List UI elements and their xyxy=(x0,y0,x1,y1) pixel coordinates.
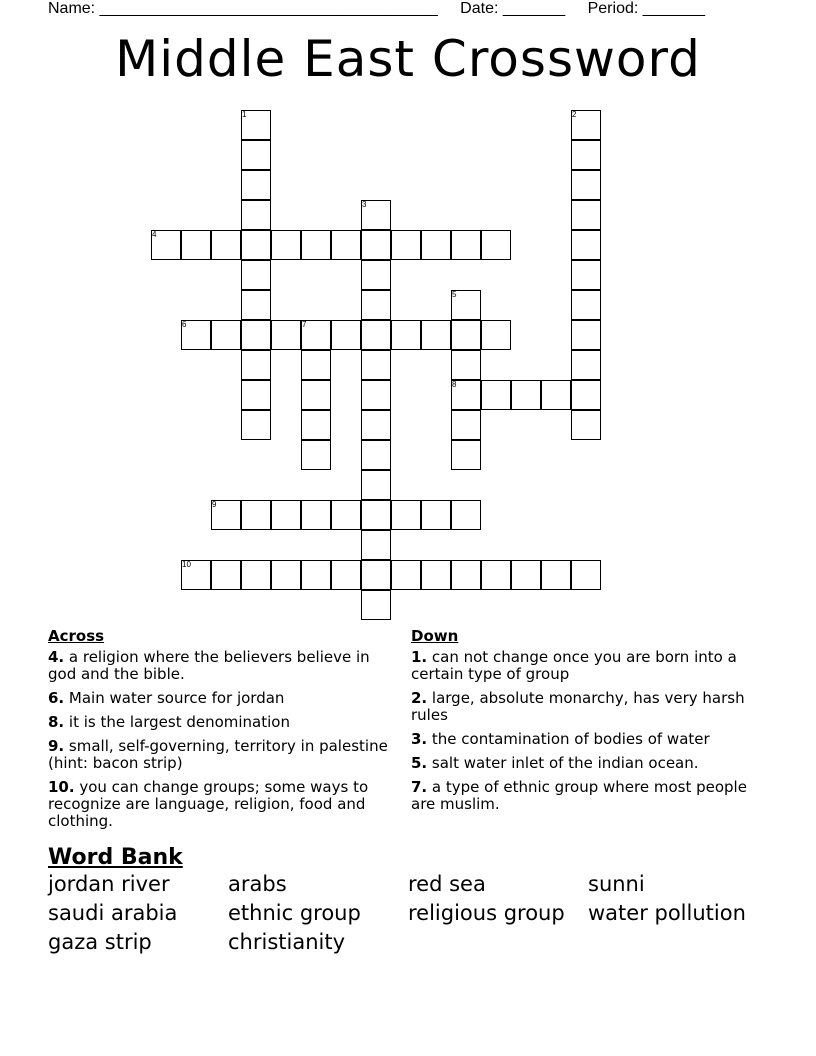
clue-number-label: 7. xyxy=(411,778,428,796)
grid-cell[interactable] xyxy=(451,560,481,590)
grid-cell[interactable] xyxy=(241,290,271,320)
clue-text: a type of ethnic group where most people are muslim. xyxy=(411,778,747,813)
word-bank-item: ethnic group xyxy=(228,901,361,925)
date-field[interactable]: Date: _______ xyxy=(460,0,566,17)
grid-cell[interactable] xyxy=(241,200,271,230)
clue-number-label: 10. xyxy=(48,778,75,796)
grid-cell[interactable] xyxy=(361,470,391,500)
grid-cell[interactable] xyxy=(571,170,601,200)
grid-cell[interactable] xyxy=(511,380,541,410)
grid-cell[interactable] xyxy=(451,410,481,440)
grid-cell[interactable] xyxy=(211,320,241,350)
grid-cell[interactable] xyxy=(331,500,361,530)
clue-number: 8 xyxy=(452,380,457,389)
grid-cell[interactable] xyxy=(391,320,421,350)
grid-cell[interactable] xyxy=(361,230,391,260)
grid-cell[interactable] xyxy=(421,320,451,350)
grid-cell[interactable] xyxy=(571,230,601,260)
period-field[interactable]: Period: _______ xyxy=(587,0,706,17)
across-clue xyxy=(48,649,388,683)
clue-number-label: 4. xyxy=(48,648,65,666)
name-field[interactable]: Name: ______________________________________ xyxy=(48,0,438,17)
grid-cell[interactable] xyxy=(541,560,571,590)
down-clue xyxy=(411,779,756,813)
clue-number-label: 6. xyxy=(48,689,65,707)
grid-cell[interactable] xyxy=(361,380,391,410)
grid-cell[interactable] xyxy=(511,560,541,590)
word-bank-item: jordan river xyxy=(48,872,170,896)
down-clue xyxy=(411,649,756,683)
page-title: Middle East Crossword xyxy=(115,30,701,88)
grid-cell[interactable] xyxy=(241,500,271,530)
grid-cell[interactable] xyxy=(301,500,331,530)
clue-number: 10 xyxy=(182,560,191,569)
grid-cell[interactable] xyxy=(361,290,391,320)
grid-cell[interactable] xyxy=(361,590,391,620)
grid-cell[interactable] xyxy=(361,350,391,380)
grid-cell[interactable] xyxy=(361,260,391,290)
grid-cell[interactable] xyxy=(211,560,241,590)
clue-text: can not change once you are born into a certain type of group xyxy=(411,648,737,683)
grid-cell[interactable] xyxy=(451,320,481,350)
grid-cell[interactable] xyxy=(241,170,271,200)
grid-cell[interactable] xyxy=(361,410,391,440)
clue-number: 9 xyxy=(212,500,217,509)
grid-cell[interactable] xyxy=(301,350,331,380)
grid-cell[interactable] xyxy=(481,380,511,410)
clue-number-label: 5. xyxy=(411,754,428,772)
grid-cell[interactable] xyxy=(301,380,331,410)
grid-cell[interactable] xyxy=(481,320,511,350)
grid-cell[interactable] xyxy=(571,260,601,290)
grid-cell[interactable] xyxy=(421,500,451,530)
grid-cell[interactable] xyxy=(211,230,241,260)
word-bank-item: religious group xyxy=(408,901,565,925)
clue-number: 4 xyxy=(152,230,157,239)
grid-cell[interactable] xyxy=(331,560,361,590)
grid-cell[interactable] xyxy=(361,560,391,590)
grid-cell[interactable] xyxy=(391,230,421,260)
clue-number: 6 xyxy=(182,320,187,329)
clue-number-label: 8. xyxy=(48,713,65,731)
grid-cell[interactable] xyxy=(571,290,601,320)
across-clue xyxy=(48,779,388,830)
grid-cell[interactable] xyxy=(451,500,481,530)
down-clue xyxy=(411,755,756,772)
grid-cell[interactable] xyxy=(271,320,301,350)
clue-text: a religion where the believers believe in god and the bible. xyxy=(48,648,370,683)
clue-text: large, absolute monarchy, has very harsh rules xyxy=(411,689,745,724)
grid-cell[interactable] xyxy=(571,410,601,440)
clue-text: Main water source for jordan xyxy=(64,689,285,707)
grid-cell[interactable] xyxy=(301,560,331,590)
grid-cell[interactable] xyxy=(241,320,271,350)
clue-number: 2 xyxy=(572,110,577,119)
grid-cell[interactable] xyxy=(271,230,301,260)
grid-cell[interactable] xyxy=(361,530,391,560)
across-clues xyxy=(48,628,388,837)
grid-cell[interactable] xyxy=(571,380,601,410)
grid-cell[interactable] xyxy=(451,230,481,260)
grid-cell[interactable] xyxy=(301,230,331,260)
clue-number-label: 3. xyxy=(411,730,428,748)
down-clues xyxy=(411,628,756,820)
grid-cell[interactable] xyxy=(451,440,481,470)
word-bank-item: arabs xyxy=(228,872,287,896)
clue-number: 5 xyxy=(452,290,457,299)
clue-number: 3 xyxy=(362,200,367,209)
down-clue xyxy=(411,731,756,748)
clue-number-label: 2. xyxy=(411,689,428,707)
clue-number: 7 xyxy=(302,320,307,329)
grid-cell[interactable] xyxy=(571,320,601,350)
across-heading: Across xyxy=(48,627,105,645)
word-bank-item: red sea xyxy=(408,872,486,896)
grid-cell[interactable] xyxy=(241,410,271,440)
word-bank-item: gaza strip xyxy=(48,930,152,954)
grid-cell[interactable] xyxy=(361,440,391,470)
grid-cell[interactable] xyxy=(271,500,301,530)
grid-cell[interactable] xyxy=(331,320,361,350)
grid-cell[interactable] xyxy=(481,560,511,590)
grid-cell[interactable] xyxy=(271,560,301,590)
grid-cell[interactable] xyxy=(571,350,601,380)
grid-cell[interactable] xyxy=(241,380,271,410)
grid-cell[interactable] xyxy=(241,560,271,590)
word-bank-item: water pollution xyxy=(588,901,746,925)
across-clue xyxy=(48,690,388,707)
clue-text: salt water inlet of the indian ocean. xyxy=(427,754,699,772)
clue-number-label: 1. xyxy=(411,648,428,666)
grid-cell[interactable] xyxy=(391,500,421,530)
grid-cell[interactable] xyxy=(181,230,211,260)
grid-cell[interactable] xyxy=(361,320,391,350)
grid-cell[interactable] xyxy=(301,410,331,440)
grid-cell[interactable] xyxy=(301,440,331,470)
grid-cell[interactable] xyxy=(241,230,271,260)
word-bank-item: sunni xyxy=(588,872,645,896)
across-clue xyxy=(48,738,388,772)
grid-cell[interactable] xyxy=(361,500,391,530)
clue-text: the contamination of bodies of water xyxy=(427,730,710,748)
word-bank-title: Word Bank xyxy=(48,845,183,870)
grid-cell[interactable] xyxy=(421,230,451,260)
grid-cell[interactable] xyxy=(241,350,271,380)
grid-cell[interactable] xyxy=(451,350,481,380)
across-clue xyxy=(48,714,388,731)
clue-number: 1 xyxy=(242,110,247,119)
clue-number-label: 9. xyxy=(48,737,65,755)
grid-cell[interactable] xyxy=(331,230,361,260)
down-clue xyxy=(411,690,756,724)
grid-cell[interactable] xyxy=(241,260,271,290)
word-bank-item: christianity xyxy=(228,930,346,954)
word-bank-item: saudi arabia xyxy=(48,901,178,925)
grid-cell[interactable] xyxy=(241,140,271,170)
clue-text: you can change groups; some ways to recognize are language, religion, food and clothing. xyxy=(48,778,369,830)
clue-text: it is the largest denomination xyxy=(64,713,290,731)
grid-cell[interactable] xyxy=(391,560,421,590)
grid-cell[interactable] xyxy=(481,230,511,260)
clue-text: small, self-governing, territory in palestine (hint: bacon strip) xyxy=(48,737,388,772)
grid-cell[interactable] xyxy=(571,200,601,230)
grid-cell[interactable] xyxy=(571,140,601,170)
down-heading: Down xyxy=(411,627,459,645)
grid-cell[interactable] xyxy=(541,380,571,410)
grid-cell[interactable] xyxy=(421,560,451,590)
grid-cell[interactable] xyxy=(571,560,601,590)
